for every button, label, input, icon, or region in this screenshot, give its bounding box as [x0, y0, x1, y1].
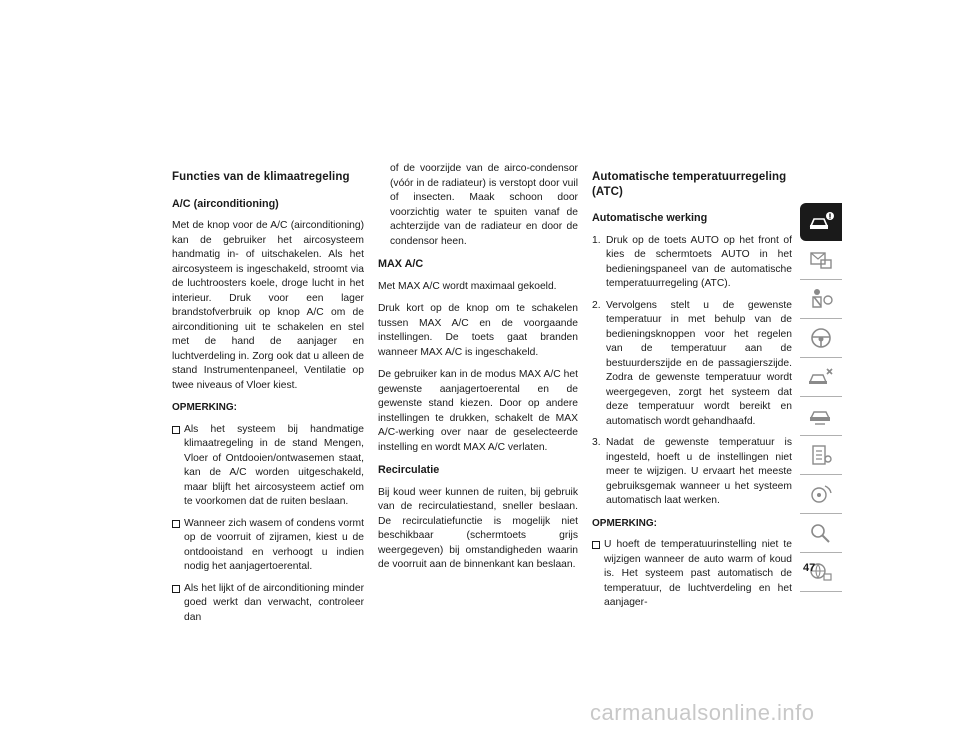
- tab-multimedia[interactable]: [800, 475, 842, 514]
- note-label: OPMERKING:: [592, 517, 657, 529]
- search-icon: [807, 521, 835, 545]
- subheading-max-ac: MAX A/C: [378, 258, 424, 270]
- tab-messages[interactable]: [800, 241, 842, 280]
- subheading-recirculation: Recirculatie: [378, 464, 440, 476]
- bullet-item: Als het lijkt of de airconditioning minder goed werkt dan verwacht, controleer dan: [172, 582, 364, 626]
- message-icon: [807, 248, 835, 272]
- paragraph-max-ac-2: Druk kort op de knop om te schakelen tussen MAX A/C en de voorgaande instellingen. De toets gaat branden wanneer MAX A/C is ingeschakeld.: [378, 303, 578, 358]
- checkbox-bullet-icon: [172, 520, 180, 528]
- subheading-ac: A/C (airconditioning): [172, 197, 279, 210]
- page-number: 47: [803, 562, 816, 574]
- tab-emergency[interactable]: [800, 358, 842, 397]
- note-bullets: [172, 423, 364, 626]
- car-info-icon: [807, 210, 835, 234]
- section-heading-atc: Automatische temperatuurregeling (ATC): [592, 171, 787, 198]
- tab-specifications[interactable]: [800, 436, 842, 475]
- checkbox-bullet-icon: [592, 541, 600, 549]
- paragraph-ac: Met de knop voor de A/C (airconditioning) kan de gebruiker het aircosysteem handmatig in- of uitschakelen. Als het aircosysteem is ingeschakeld, stroomt via de luchtroosters koele, droge lucht in het interieur. Druk voor een lager brandstofverbruik op knop A/C om de airconditioning uit te schakelen en stel met de hand de aanjager en luchtverdeling in. Zorg ook dat u alleen de stand Instrumentenpaneel, Ventilatie op twee niveaus of Vloer kiest.: [172, 220, 364, 391]
- paragraph-max-ac-1: Met MAX A/C wordt maximaal gekoeld.: [378, 280, 557, 292]
- tab-safety[interactable]: [800, 280, 842, 319]
- step-item: 2. Vervolgens stelt u de gewenste temperatuur in met behulp van de bedieningsknoppen voor het regelen van de temperatuur aan de bestuurderszijde en de passagierszijde. Zodra de gewenste temperatuur wordt weergegeven, zorgt het systeem dat deze temperatuur wordt bereikt en automatisch wordt gehandhaafd.: [592, 299, 792, 427]
- tab-car-info[interactable]: [800, 203, 842, 241]
- bullet-item: Wanneer zich wasem of condens vormt op de voorruit of zijramen, kiest u de ontdooistand en verhoogt u indien nodig het aanjagertoerental.: [172, 517, 364, 575]
- column-middle: [378, 162, 578, 581]
- checkbox-bullet-icon: [172, 426, 180, 434]
- steering-wheel-icon: [807, 326, 835, 350]
- paragraph-recirculation: Bij koud weer kunnen de ruiten, bij gebruik van de recirculatiestand, sneller beslaan. De recirculatiefunctie is mogelijk niet beschikbaar (schermtoets grijs weergegeven) bij omstandigheden waarin de voorruit aan de binnenkant kan beslaan.: [378, 486, 578, 570]
- column-right: [592, 170, 792, 619]
- paragraph-max-ac-3: De gebruiker kan in de modus MAX A/C het gewenste aanjagertoerental en de gewenste stand kiezen. Door op andere instellingen te drukken, schakelt de MAX A/C-werking over naar de geselecteerde instelling en wordt MAX A/C verlaten.: [378, 369, 578, 453]
- watermark: carmanualsonline.info: [590, 700, 815, 725]
- tab-service[interactable]: [800, 397, 842, 436]
- section-heading-climate: Functies van de klimaatregeling: [172, 171, 350, 183]
- step-item: 3. Nadat de gewenste temperatuur is ingesteld, hoeft u de instellingen niet meer te wijzigen. U ervaart het meeste gebruiksgemak wanneer u het systeem automatisch laat werken.: [592, 437, 792, 506]
- note-label: OPMERKING:: [172, 402, 237, 413]
- tab-index[interactable]: [800, 514, 842, 553]
- note-bullets: [592, 538, 792, 611]
- crash-icon: [807, 365, 835, 389]
- settings-list-icon: [807, 443, 835, 467]
- multimedia-icon: [807, 482, 835, 506]
- column-left: [172, 170, 364, 633]
- chapter-tabs: [800, 203, 842, 592]
- car-service-icon: [807, 404, 835, 428]
- bullet-item: U hoeft de temperatuurinstelling niet te wijzigen wanneer de auto warm of koud is. Het systeem past automatisch de temperatuur, de luchtverdeling en het aanjager-: [592, 538, 792, 611]
- checkbox-bullet-icon: [172, 585, 180, 593]
- tab-driving[interactable]: [800, 319, 842, 358]
- subheading-automatic: Automatische werking: [592, 212, 708, 224]
- bullet-item: Als het systeem bij handmatige klimaatregeling in de stand Mengen, Vloer of Ontdooien/ontwasemen staat, kan de A/C worden uitgeschakeld, maar blijft het aircosysteem actief om te voorkomen dat de ruiten beslaan.: [172, 423, 364, 510]
- continuation-paragraph: of de voorzijde van de airco-condensor (vóór in de radiateur) is verstopt door vuil of insecten. Maak schoon door voorzichtig water te spuiten vanaf de achterzijde van de radiateur en door de condensor heen.: [390, 163, 578, 247]
- steps-list: [592, 234, 792, 509]
- seatbelt-icon: [807, 287, 835, 311]
- step-item: 1. Druk op de toets AUTO op het front of kies de schermtoets AUTO in het bedieningspaneel van de automatische temperatuurregeling (ATC).: [592, 234, 792, 289]
